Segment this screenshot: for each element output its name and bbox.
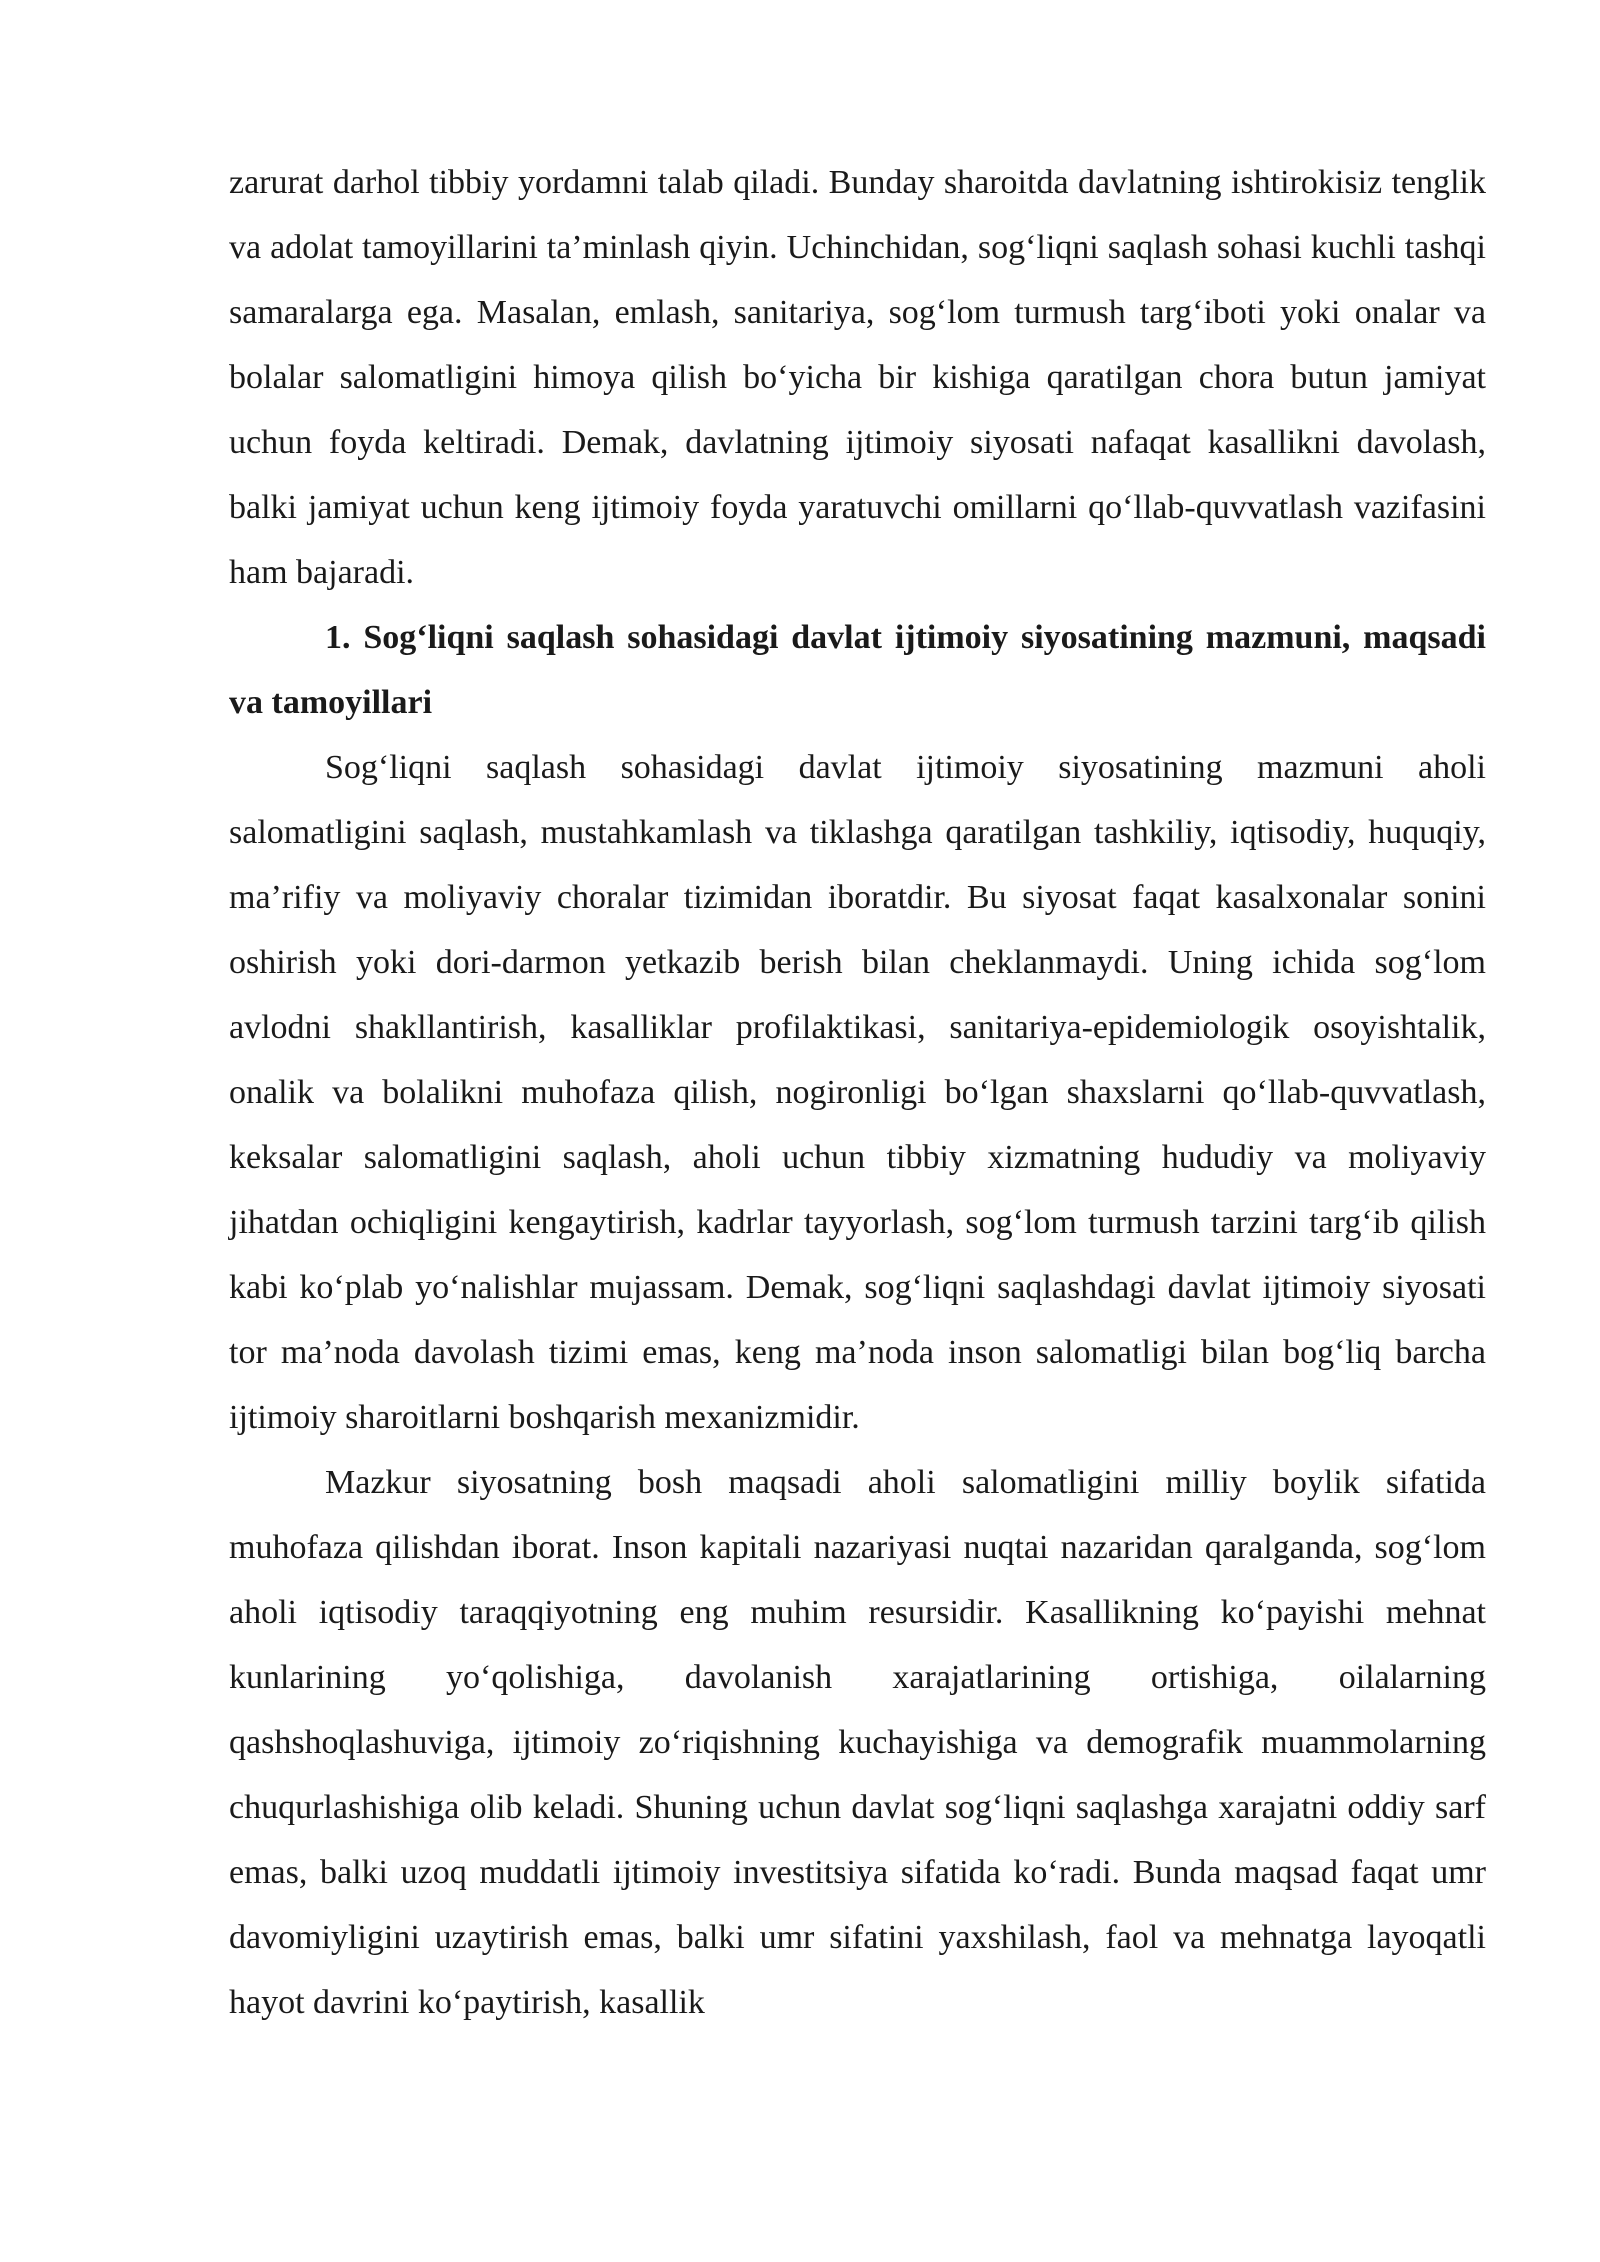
section-heading: 1. Sog‘liqni saqlash sohasidagi davlat ijtimoiy siyosatining mazmuni, maqsadi va tamoyillari — [229, 619, 1486, 721]
document-page — [229, 150, 1486, 2035]
paragraph-content: Sog‘liqni saqlash sohasidagi davlat ijtimoiy siyosatining mazmuni aholi salomatligini saqlash, mustahkamlash va tiklashga qaratilgan tashkiliy, iqtisodiy, huquqiy, ma’rifiy va moliyaviy choralar tizimidan iboratdir. Bu siyosat faqat kasalxonalar sonini oshirish yoki dori-darmon yetkazib berish bilan cheklanmaydi. Uning ichida sog‘lom avlodni shakllantirish, kasalliklar profilaktikasi, sanitariya-epidemiologik osoyishtalik, onalik va bolalikni muhofaza qilish, nogironligi bo‘lgan shaxslarni qo‘llab-quvvatlash, keksalar salomatligini saqlash, aholi uchun tibbiy xizmatning hududiy va moliyaviy jihatdan ochiqligini kengaytirish, kadrlar tayyorlash, sog‘lom turmush tarzini targ‘ib qilish kabi ko‘plab yo‘nalishlar mujassam. Demak, sog‘liqni saqlashdagi davlat ijtimoiy siyosati tor ma’noda davolash tizimi emas, keng ma’noda inson salomatligi bilan bog‘liq barcha ijtimoiy sharoitlarni boshqarish mexanizmidir. — [229, 749, 1486, 1436]
paragraph-continuation: zarurat darhol tibbiy yordamni talab qiladi. Bunday sharoitda davlatning ishtirokisiz tenglik va adolat tamoyillarini ta’minlash qiyin. Uchinchidan, sog‘liqni saqlash sohasi kuchli tashqi samaralarga ega. Masalan, emlash, sanitariya, sog‘lom turmush targ‘iboti yoki onalar va bolalar salomatligini himoya qilish bo‘yicha bir kishiga qaratilgan chora butun jamiyat uchun foyda keltiradi. Demak, davlatning ijtimoiy siyosati nafaqat kasallikni davolash, balki jamiyat uchun keng ijtimoiy foyda yaratuvchi omillarni qo‘llab-quvvatlash vazifasini ham bajaradi. — [229, 164, 1486, 591]
paragraph-goal: Mazkur siyosatning bosh maqsadi aholi salomatligini milliy boylik sifatida muhofaza qilishdan iborat. Inson kapitali nazariyasi nuqtai nazaridan qaralganda, sog‘lom aholi iqtisodiy taraqqiyotning eng muhim resursidir. Kasallikning ko‘payishi mehnat kunlarining yo‘qolishiga, davolanish xarajatlarining ortishiga, oilalarning qashshoqlashuviga, ijtimoiy zo‘riqishning kuchayishiga va demografik muammolarning chuqurlashishiga olib keladi. Shuning uchun davlat sog‘liqni saqlashga xarajatni oddiy sarf emas, balki uzoq muddatli ijtimoiy investitsiya sifatida ko‘radi. Bunda maqsad faqat umr davomiyligini uzaytirish emas, balki umr sifatini yaxshilash, faol va mehnatga layoqatli hayot davrini ko‘paytirish, kasallik — [229, 1464, 1486, 2021]
